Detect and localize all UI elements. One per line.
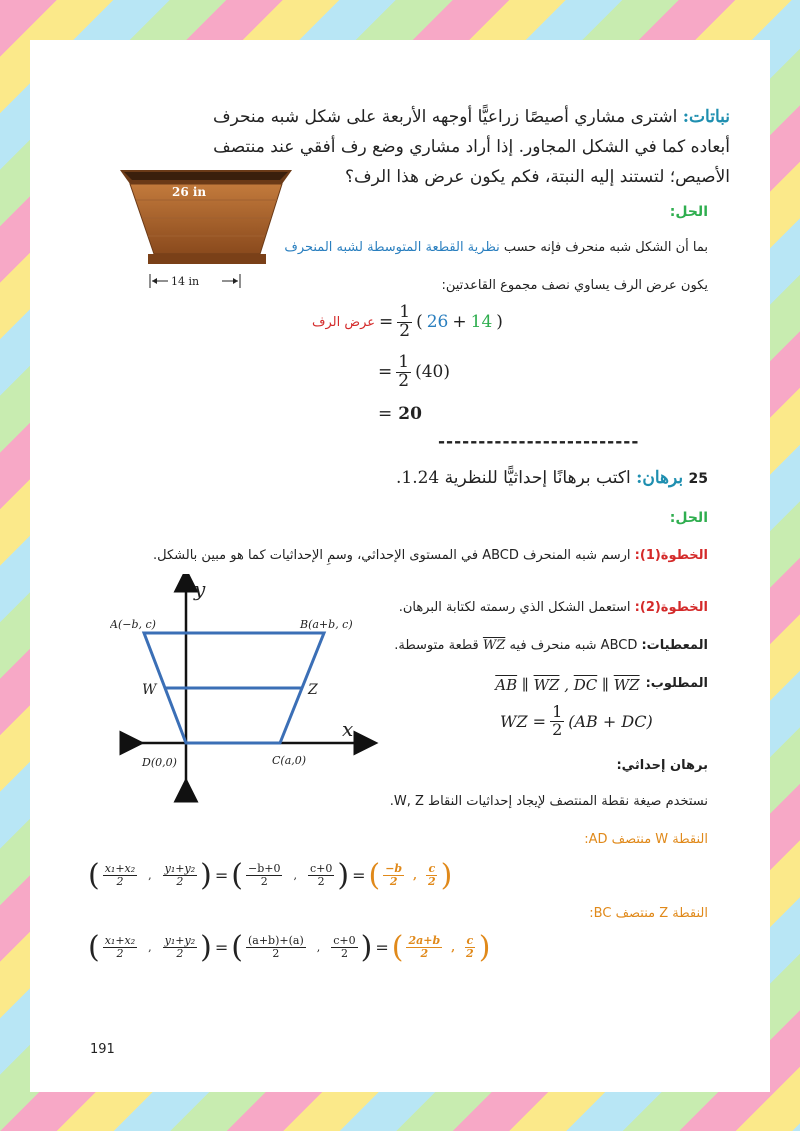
- x-axis-label: x: [342, 717, 354, 741]
- problem-25-label: برهان:: [636, 468, 684, 488]
- point-w-label: W: [142, 682, 157, 698]
- solution-2-header: الحل:: [669, 510, 708, 526]
- planter-pot-image: [120, 166, 300, 296]
- shelf-equation-3: = 20: [378, 404, 422, 424]
- point-d-label: D(0,0): [142, 756, 177, 769]
- problem-24-line3: الأصيص؛ لتستند إليه النبتة، فكم يكون عرض هذا الرف؟: [345, 167, 730, 187]
- point-b-label: B(a+b, c): [300, 618, 353, 631]
- step-1-label: الخطوة(1):: [634, 548, 708, 563]
- step-2: [399, 600, 708, 615]
- coordinate-proof-label: برهان إحداثي:: [616, 758, 708, 773]
- problem-25-number: 25: [688, 471, 708, 487]
- point-c-label: C(a,0): [272, 754, 307, 767]
- midsegment-equation: WZ = $\frac{1}{2}$ (AB + DC): [500, 702, 653, 739]
- step-2-text: استعمل الشكل الذي رسمته لكتابة البرهان.: [398, 600, 631, 615]
- prove-label: المطلوب:: [645, 676, 708, 691]
- step-1: [68, 548, 708, 563]
- shelf-equation-2: = $\frac{1}{2}$ (40): [378, 352, 450, 391]
- point-z-label: Z: [308, 682, 318, 698]
- point-z-text: النقطة Z منتصف BC:: [589, 906, 708, 921]
- y-axis-label: y: [194, 577, 206, 601]
- shelf-equation-1: عرض الرف = $\frac{1}{2}$ ( 26 + 14 ): [312, 302, 503, 341]
- pot-top-label: 26 in: [172, 185, 207, 199]
- shelf-width-label: عرض الرف: [312, 314, 376, 330]
- step-2-label: الخطوة(2):: [634, 600, 708, 615]
- page: [30, 40, 770, 1092]
- solution-1-line2: يكون عرض الرف يساوي نصف مجموع القاعدتين:: [441, 278, 708, 293]
- prove: المطلوب: $\overline{AB}$ ∥ $\overline{WZ}$ , $\overline{DC}$ ∥ $\overline{WZ}$: [495, 676, 708, 694]
- problem-25-text: اكتب برهانًا إحداثيًّا للنظرية 1.24.: [395, 468, 631, 488]
- given: المعطيات: ABCD شبه منحرف فيه WZ قطعة متوسطة.: [394, 638, 708, 653]
- section-divider: -------------------------: [438, 432, 640, 452]
- value-14: 14: [470, 312, 493, 333]
- formula-w: ( $\frac{\text{x₁+x₂}}{2}$ , $\frac{\text{y₁+y₂}}{2}$ ) = ( $\frac{-b+0}{2}$ , $\frac{c+0}{2}$ ) = ( $\frac{-b}{2}$ , $\frac{c}{2}$ ): [88, 858, 453, 893]
- problem-24-line2: أبعاده كما في الشكل المجاور. إذا أراد مشاري وضع رف أفقي عند منتصف: [213, 137, 730, 157]
- problem-25: [396, 468, 708, 488]
- step-1-text: ارسم شبه المنحرف ABCD في المستوى الإحداثي، وسمِ الإحداثيات كما هو مبين بالشكل.: [153, 548, 631, 563]
- page-number: 191: [90, 1042, 115, 1057]
- problem-24-label: نباتات:: [682, 107, 730, 127]
- solution-1-line1: بما أن الشكل شبه منحرف فإنه حسب نظرية القطعة المتوسطة لشبه المنحرف: [284, 240, 708, 255]
- point-a-label: A(−b, c): [110, 618, 156, 631]
- point-w-text: النقطة W منتصف AD:: [584, 832, 708, 847]
- problem-24-line1: اشترى مشاري أصيصًا زراعيًّا أوجهه الأربعة على شكل شبه منحرف: [212, 107, 678, 127]
- formula-z: ( $\frac{\text{x₁+x₂}}{2}$ , $\frac{\text{y₁+y₂}}{2}$ ) = ( $\frac{(a+b)+(a)}{2}$ , $\frac{c+0}{2}$ ) = ( $\frac{2a+b}{2}$ , $\frac{c}{2}$ ): [88, 930, 491, 965]
- midpoint-formula-text: نستخدم صيغة نقطة المنتصف لإيجاد إحداثيات النقاط W, Z.: [389, 794, 708, 809]
- solution-1-header: الحل:: [669, 204, 708, 220]
- given-label: المعطيات:: [641, 638, 708, 653]
- theorem-link: نظرية القطعة المتوسطة لشبه المنحرف: [284, 240, 500, 255]
- shelf-width-result: 20: [398, 404, 422, 424]
- coordinate-graph: [110, 574, 380, 804]
- pot-bottom-label: 14 in: [171, 275, 200, 288]
- value-26: 26: [426, 312, 449, 333]
